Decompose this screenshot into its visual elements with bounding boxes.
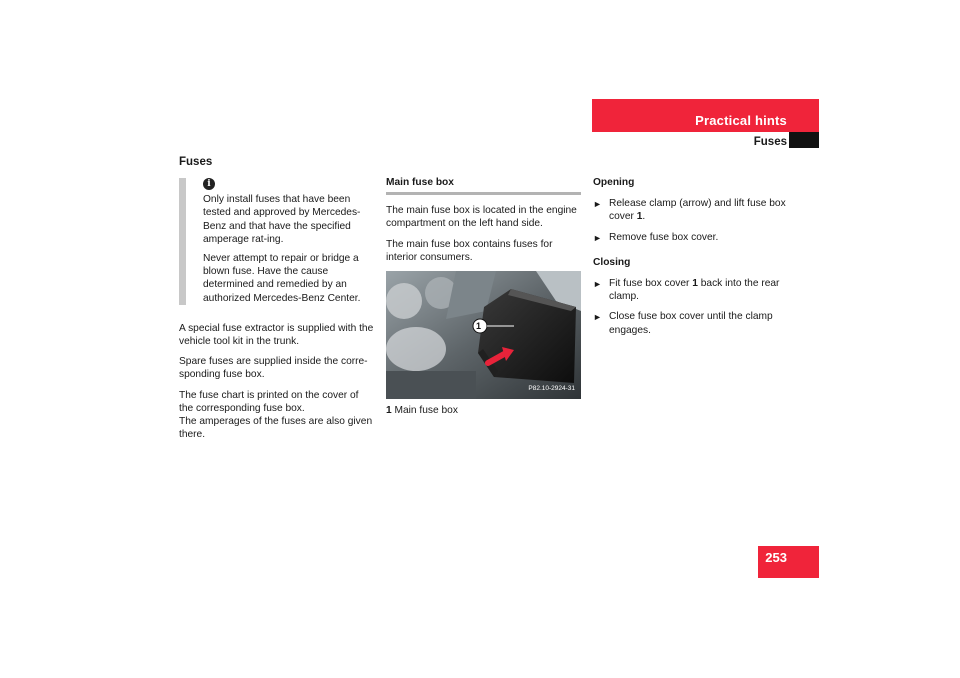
section-marker [789,132,819,148]
opening-step-2-text: Remove fuse box cover. [609,231,719,243]
section-title: Fuses [753,136,787,148]
photo-reference-code: P82.10-2924-31 [528,384,575,392]
body-paragraph-2: Spare fuses are supplied inside the corre-sponding fuse box. [179,356,368,381]
body-paragraph-1: A special fuse extractor is supplied with the vehicle tool kit in the trunk. [179,322,374,348]
page-title: Fuses [179,156,213,168]
caption-text: Main fuse box [394,405,458,417]
opening-step-1-ref: 1 [636,211,643,223]
closing-step-2 [593,310,793,336]
section-header [592,132,819,148]
opening-step-2 [593,231,793,244]
page-number: 253 [765,550,787,565]
bullet-arrow-icon: ► [593,232,602,243]
caption-number: 1 [386,405,392,417]
note-paragraph-2: Never attempt to repair or bridge a blown fuse. Have the cause determined and remedied by an authorized Mercedes-Benz Center. [203,253,361,304]
photo-caption [386,404,581,417]
bullet-arrow-icon: ► [593,279,602,290]
chapter-title: Practical hints [695,113,787,128]
opening-step-1 [593,197,793,223]
contents-paragraph: The main fuse box contains fuses for interior consumers. [386,238,553,263]
location-paragraph: The main fuse box is located in the engine compartment on the left hand side. [386,205,577,230]
info-note [179,178,374,305]
column-middle [386,176,581,424]
closing-heading: Closing [593,256,631,268]
bullet-arrow-icon: ► [593,199,602,210]
main-fuse-box-heading: Main fuse box [386,176,581,195]
opening-heading: Opening [593,177,635,188]
body-paragraph-3a: The fuse chart is printed on the cover of the corresponding fuse box. [179,389,359,414]
opening-step-1-end: . [642,211,646,223]
body-paragraph-3b: The amperages of the fuses are also given there. [179,416,373,441]
column-left [179,156,374,448]
column-right [593,176,793,344]
closing-step-1-ref: 1 [692,278,698,290]
page-number-box [758,546,819,578]
photo-callout-1: 1 [476,321,482,332]
closing-step-1 [593,277,793,303]
info-icon: i [203,178,215,190]
closing-step-2-text: Close fuse box cover until the clamp engages. [609,311,773,336]
closing-step-1-end: back into the rear clamp. [609,278,780,303]
bullet-arrow-icon: ► [593,312,602,323]
engine-compartment-illustration [386,271,581,399]
opening-step-1-text: Release clamp (arrow) and lift fuse box cover [609,198,786,223]
chapter-header-bar [592,99,819,132]
closing-step-1-text: Fit fuse box cover [609,278,693,290]
note-paragraph-1: Only install fuses that have been tested and approved by Mercedes-Benz and that have the specified amperage rat-ing. [203,194,361,245]
fuse-box-photo [386,271,581,399]
